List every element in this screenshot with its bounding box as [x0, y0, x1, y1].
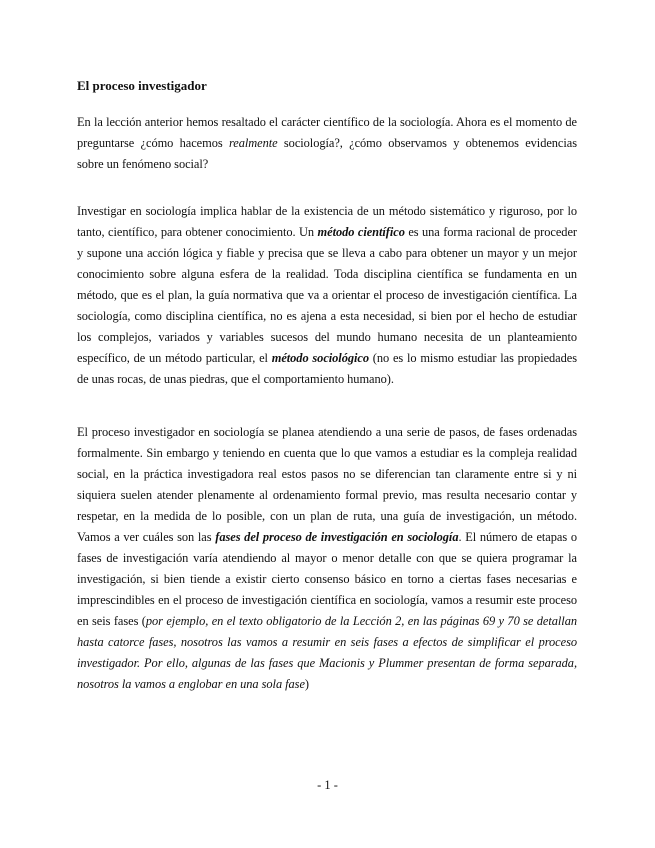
text-run: sociología?, ¿cómo observamos y obtenemos evidencias sobre un fenómeno social?: [77, 136, 577, 171]
text-run: realmente: [228, 136, 278, 150]
text-run: por ejemplo, en el texto obligatorio de la Lección 2, en las páginas 69 y 70 se detallan hasta catorce fases, nosotros las vamos a resumir en seis fases a efectos de simplificar el proceso investigador. Por ello, algunas de las fases que Macionis y Plummer presentan de forma separada, nosotros la vamos a englobar en una sola fase: [77, 614, 577, 691]
section-title: El proceso investigador: [77, 78, 207, 93]
paragraph-scientific-method: [77, 201, 577, 390]
paragraph-research-phases: [77, 422, 577, 695]
page-number: - 1 -: [317, 778, 338, 792]
text-run: método sociológico: [271, 351, 369, 365]
text-run: ): [304, 677, 309, 691]
text-run: El proceso investigador en sociología se planea atendiendo a una serie de pasos, de fases ordenadas formalmente. Sin embargo y teniendo en cuenta que lo que vamos a estudiar es la compleja realidad social, en la práctica investigadora real estos pasos no se diferencian tan claramente entre si y ni siquiera suelen atender plenamente al ordenamiento formal previo, mas resulta necesario contar y respetar, en la medida de lo posible, con un plan de ruta, una guía de investigación, un método. Vamos a ver cuáles son las: [77, 425, 577, 544]
text-run: . El número de etapas o fases de investigación varía atendiendo al mayor o menor detalle con que se quiera programar la investigación, si bien tiende a existir cierto consenso básico en torno a ciertas fases necesarias e imprescindibles en el proceso de investigación científica en sociología, vamos a resumir este proceso en seis fases (: [77, 530, 577, 628]
text-run: (no es lo mismo estudiar las propiedades de unas rocas, de unas piedras, que el comportamiento humano).: [77, 351, 577, 386]
text-run: fases del proceso de investigación en sociología: [215, 530, 459, 544]
text-run: En la lección anterior hemos resaltado el carácter científico de la sociología. Ahora es el momento de preguntarse ¿cómo hacemos: [77, 115, 577, 150]
text-run: es una forma racional de proceder y supone una acción lógica y fiable y precisa que se lleva a cabo para obtener un mayor y un mejor conocimiento sobre alguna esfera de la realidad. Toda disciplina científica se fundamenta en un método, que es el plan, la guía normativa que va a orientar el proceso de investigación científica. La sociología, como disciplina científica, no es ajena a esta necesidad, si bien por el hecho de estudiar los complejos, variados y variables sucesos del mundo humano necesita de un planteamiento específico, de un método particular, el: [77, 225, 577, 365]
paragraph-intro: [77, 112, 577, 175]
text-run: Investigar en sociología implica hablar de la existencia de un método sistemático y riguroso, por lo tanto, científico, para obtener conocimiento. Un: [77, 204, 577, 239]
text-run: método científico: [317, 225, 405, 239]
